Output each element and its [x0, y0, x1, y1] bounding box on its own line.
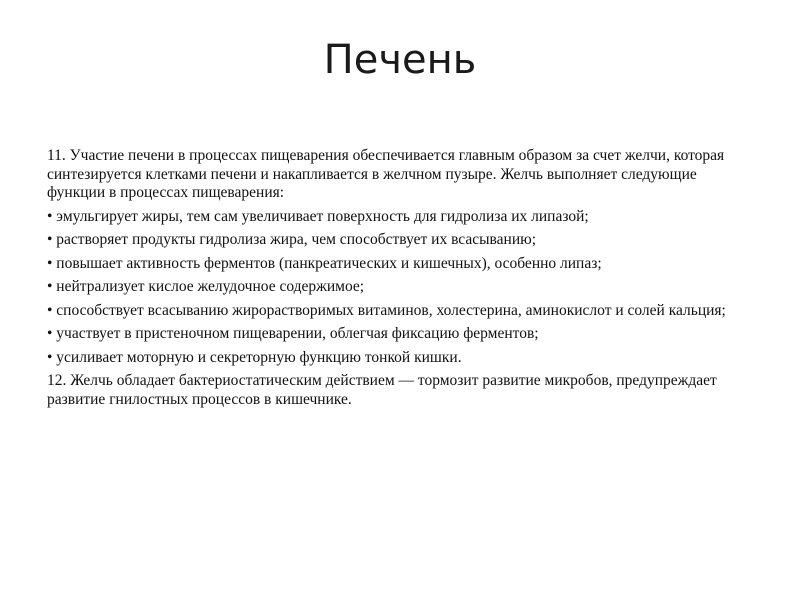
bullet-enzyme-activity: • повышает активность ферментов (панкреатических и кишечных), особенно липаз;	[47, 254, 602, 272]
slide-title: Печень	[323, 37, 477, 83]
bullet-dissolve-products: • растворяет продукты гидролиза жира, чем способствует их всасыванию;	[47, 231, 537, 248]
bullet-vitamin-absorption: • способствует всасыванию жирорастворимых витаминов, холестерина, аминокислот и солей кальция;	[47, 301, 726, 319]
bullet-parietal-digestion: • участвует в пристеночном пищеварении, облегчая фиксацию ферментов;	[47, 325, 539, 342]
bullet-emulsify-fats: • эмульгирует жиры, тем сам увеличивает поверхность для гидролиза их липазой;	[47, 207, 589, 225]
bullet-neutralize-acid: • нейтрализует кислое желудочное содержимое;	[47, 278, 365, 295]
slide-body	[47, 147, 747, 414]
paragraph-bacteriostatic: 12. Желчь обладает бактериостатическим действием — тормозит развитие микробов, предупреждает развитие гнилостных процессов в кишечнике.	[47, 372, 717, 408]
paragraph-intro: 11. Участие печени в процессах пищеварения обеспечивается главным образом за счет желчи, которая синтезируется клетками печени и накапливается в желчном пузыре. Желчь выполняет следующие функции в процессах пищеварения:	[47, 147, 725, 201]
bullet-motor-function: • усиливает моторную и секреторную функцию тонкой кишки.	[47, 348, 462, 366]
